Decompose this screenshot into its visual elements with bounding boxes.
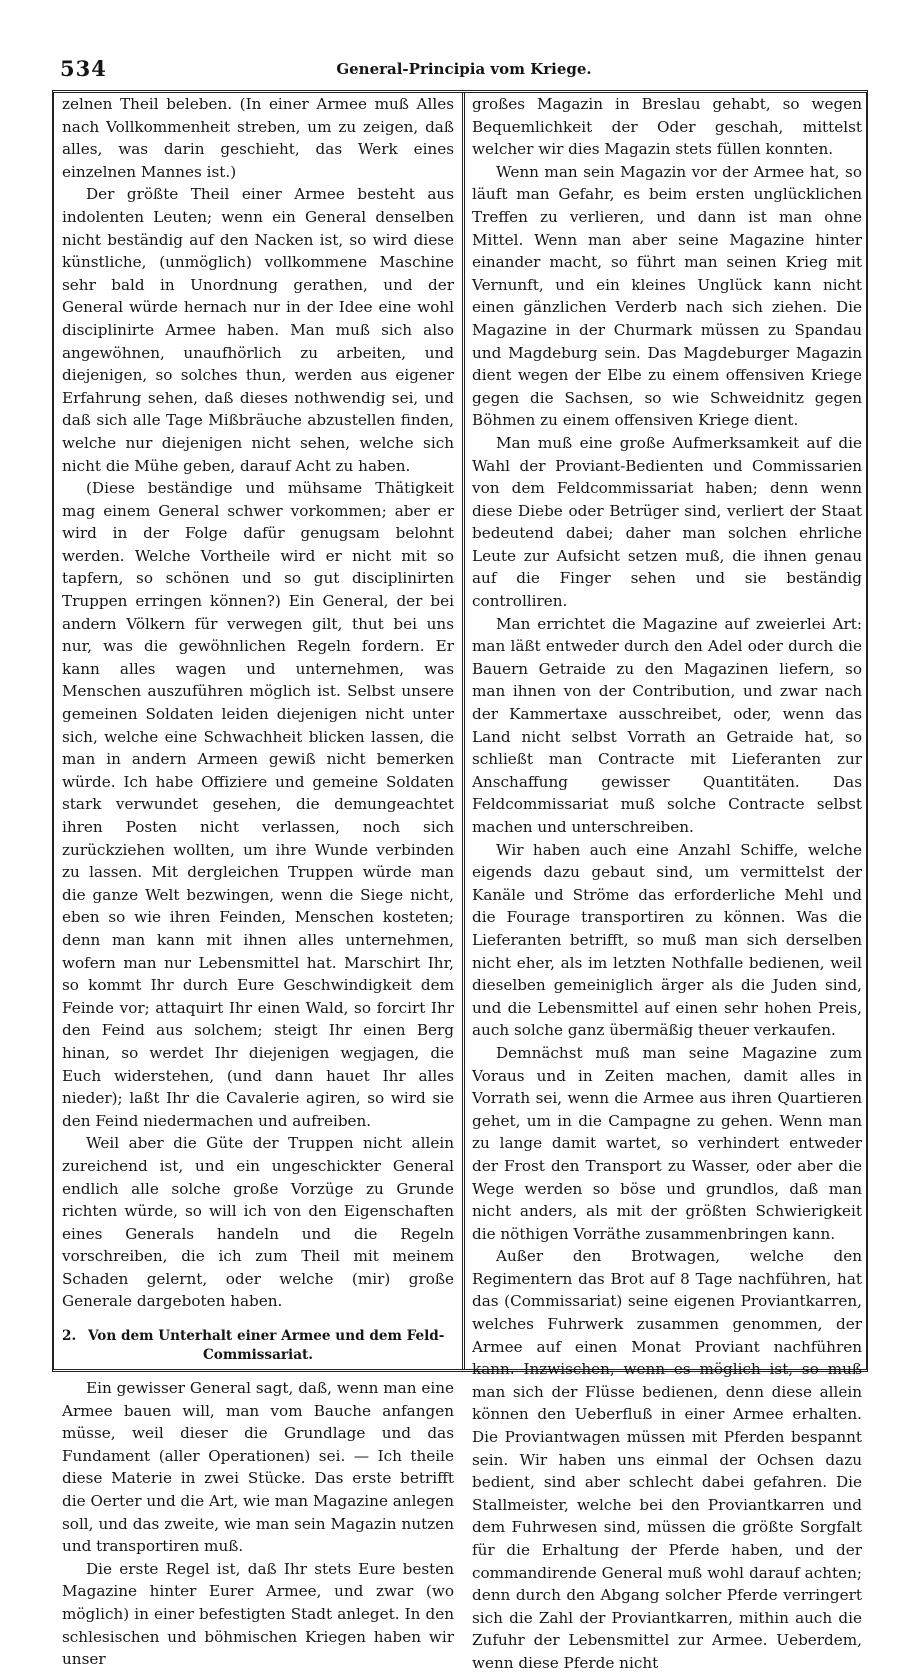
paragraph: zelnen Theil beleben. (In einer Armee muß Alles nach Vollkommenheit streben, um zu zeigen, daß alles, was darin geschieht, das Werk eines einzelnen Mannes ist.) bbox=[62, 95, 454, 181]
paragraph: Weil aber die Güte der Truppen nicht allein zureichend ist, und ein ungeschickter General endlich alle solche große Vorzüge zu Grunde richten würde, so will ich von den Eigenschaften eines Generals handeln und die Regeln vorschreiben, die ich zum Theil mit meinem Schaden gelernt, oder welche (mir) große Generale dargeboten haben. bbox=[62, 1134, 454, 1311]
running-title: General-Principia vom Kriege. bbox=[336, 60, 592, 78]
paragraph: großes Magazin in Breslau gehabt, so wegen Bequemlichkeit der Oder geschah, mittelst welcher wir dies Magazin stets füllen konnten. bbox=[472, 95, 862, 159]
paragraph: Wir haben auch eine Anzahl Schiffe, welche eigends dazu gebaut sind, um vermittelst der Kanäle und Ströme das erforderliche Mehl und die Fourage transportiren zu können. Was die Lieferanten betrifft, so muß man sich derselben nicht eher, als im letzten Nothfalle bedienen, weil dieselben gemeiniglich ärger als die Juden sind, und die Lebensmittel auf einen sehr hohen Preis, auch solche ganz übermäßig theuer verkaufen. bbox=[472, 840, 862, 1040]
section-number: 2. bbox=[62, 1328, 77, 1345]
column-divider bbox=[462, 92, 465, 1370]
paragraph: Demnächst muß man seine Magazine zum Voraus und in Zeiten machen, damit alles in Vorrath sei, wenn die Armee aus ihren Quartieren gehet, um in die Campagne zu gehen. Wenn man zu lange damit wartet, so verhindert entweder der Frost den Transport zu Wasser, oder aber die Wege werden so böse und grundlos, daß man nicht anders, als mit der größten Schwierigkeit die nöthigen Vorräthe zusammenbringen kann. bbox=[472, 1043, 862, 1243]
paragraph: Wenn man sein Magazin vor der Armee hat, so läuft man Gefahr, es beim ersten unglücklichen Treffen zu verlieren, und dann ist man ohne Mittel. Wenn man aber seine Magazine hinter einander macht, so führt man seinen Krieg mit Vernunft, und ein kleines Unglück kann nicht einen gänzlichen Verderb nach sich ziehen. Die Magazine in der Churmark müssen zu Spandau und Magdeburg sein. Das Magdeburger Magazin dient wegen der Elbe zu einem offensiven Kriege gegen die Sachsen, so wie Schweidnitz gegen Böhmen zu einem offensiven Kriege dient. bbox=[472, 162, 862, 430]
paragraph: Die erste Regel ist, daß Ihr stets Eure besten Magazine hinter Eurer Armee, und zwar (wo möglich) in einer befestigten Stadt anleget. In den schlesischen und böhmischen Kriegen haben wir unser bbox=[62, 1559, 454, 1669]
left-column bbox=[62, 93, 454, 1669]
section-title-line-1: Von dem Unterhalt einer Armee und dem Feld- bbox=[88, 1328, 445, 1345]
paragraph: Der größte Theil einer Armee besteht aus indolenten Leuten; wenn ein General denselben nicht beständig auf den Nacken ist, so wird diese künstliche, (unmöglich) vollkommene Maschine sehr bald in Unordnung gerathen, und der General würde hernach nur in der Idee eine wohl disciplinirte Armee haben. Man muß sich also angewöhnen, unaufhörlich zu arbeiten, und diejenigen, so solches thun, werden aus eigener Erfahrung sehen, daß dieses nothwendig sei, und daß sich alle Tage Mißbräuche abzustellen finden, welche nur diejenigen nicht sehen, welche sich nicht die Mühe geben, darauf Acht zu haben. bbox=[62, 185, 454, 475]
page-header bbox=[60, 56, 868, 86]
paragraph: Ein gewisser General sagt, daß, wenn man eine Armee bauen will, man vom Bauche anfangen müsse, weil dieser die Grundlage und das Fundament (aller Operationen) sei. — Ich theile diese Materie in zwei Stücke. Das erste betrifft die Oerter und die Art, wie man Magazine anlegen soll, und das zweite, wie man sein Magazin nutzen und transportiren muß. bbox=[62, 1379, 454, 1556]
section-heading bbox=[62, 1327, 454, 1365]
page-number: 534 bbox=[60, 56, 107, 81]
paragraph: Man errichtet die Magazine auf zweierlei Art: man läßt entweder durch den Adel oder durch die Bauern Getraide zu den Magazinen liefern, so man ihnen von der Contribution, und zwar nach der Kammertaxe ausschreibet, oder, wenn das Land nicht selbst Vorrath an Getraide hat, so schließt man Contracte mit Lieferanten zur Anschaffung gewisser Quantitäten. Das Feldcommissariat muß solche Contracte selbst machen und unterschreiben. bbox=[472, 614, 862, 836]
paragraph: Außer den Brotwagen, welche den Regimentern das Brot auf 8 Tage nachführen, hat das (Commissariat) seine eigenen Proviantkarren, welches Fuhrwerk zusammen genommen, der Armee auf einen Monat Proviant nachführen kann. Inzwischen, wenn es möglich ist, so muß man sich der Flüsse bedienen, denn diese allein können den Ueberfluß in einer Armee erhalten. Die Proviantwagen müssen mit Pferden bespannt sein. Wir haben uns einmal der Ochsen dazu bedient, sind aber schlecht dabei gefahren. Die Stallmeister, welche bei den Proviantkarren und dem Fuhrwesen sind, müssen die größte Sorgfalt für die Erhaltung der Pferde haben, und der commandirende General muß wohl darauf achten; denn durch den Abgang solcher Pferde verringert sich die Zahl der Proviantkarren, mithin auch die Zufuhr der Lebensmittel zur Armee. Ueberdem, wenn diese Pferde nicht bbox=[472, 1247, 862, 1672]
paragraph: Man muß eine große Aufmerksamkeit auf die Wahl der Proviant-Bedienten und Commissarien von dem Feldcommissariat haben; denn wenn diese Diebe oder Betrüger sind, verliert der Staat bedeutend dabei; daher man solchen ehrliche Leute zur Aufsicht setzen muß, die ihnen genau auf die Finger sehen und sie beständig controlliren. bbox=[472, 433, 862, 611]
section-title-line-2: Commissariat. bbox=[202, 1347, 314, 1364]
paragraph: (Diese beständige und mühsame Thätigkeit mag einem General schwer vorkommen; aber er wird in der Folge dafür genugsam belohnt werden. Welche Vortheile wird er nicht mit so tapfern, so schönen und so gut disciplinirten Truppen erringen können?) Ein General, der bei andern Völkern für verwegen gilt, thut bei uns nur, was die gewöhnlichen Regeln fordern. Er kann alles wagen und unternehmen, was Menschen auszuführen möglich ist. Selbst unsere gemeinen Soldaten leiden diejenigen nicht unter sich, welche eine Schwachheit blicken lassen, die man in andern Armeen gewiß nicht bemerken würde. Ich habe Offiziere und gemeine Soldaten stark verwundet gesehen, die demungeachtet ihren Posten nicht verlassen, noch sich zurückziehen wollten, um ihre Wunde verbinden zu lassen. Mit dergleichen Truppen würde man die ganze Welt bezwingen, wenn die Siege nicht, eben so wie ihren Feinden, Menschen kosteten; denn man kann mit ihnen alles unternehmen, wofern man nur Lebensmittel hat. Marschirt Ihr, so kommt Ihr durch Eure Geschwindigkeit dem Feinde vor; attaquirt Ihr einen Wald, so forcirt Ihr den Feind aus solchem; steigt Ihr einen Berg hinan, so werdet Ihr diejenigen wegjagen, die Euch widerstehen, (und dann hauet Ihr alles nieder); laßt Ihr die Cavalerie agiren, so wird sie den Feind niedermachen und aufreiben. bbox=[62, 479, 454, 1130]
right-column bbox=[472, 93, 862, 1672]
